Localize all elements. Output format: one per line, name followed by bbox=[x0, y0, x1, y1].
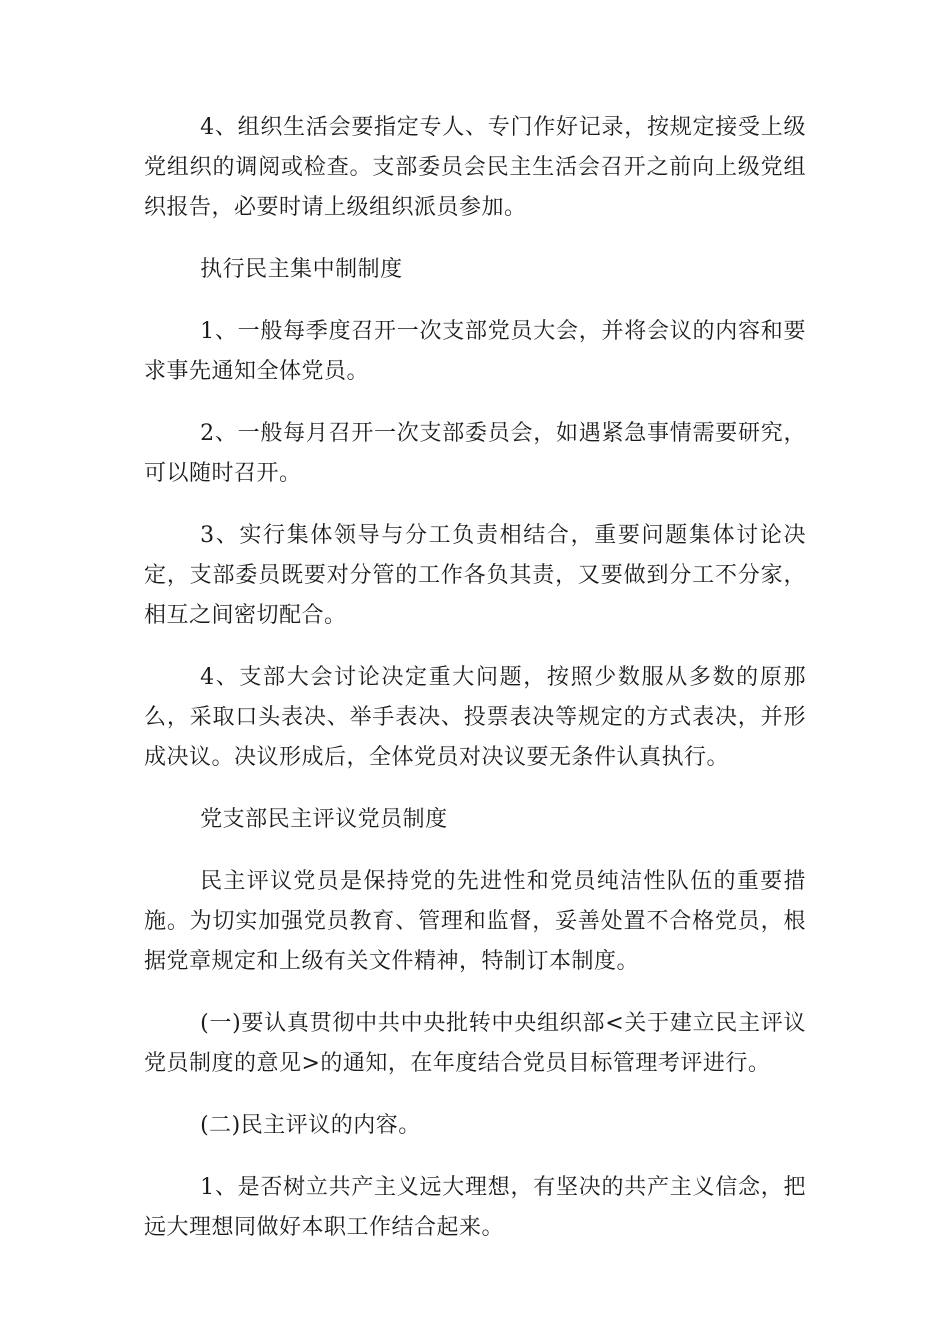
section-heading-member-evaluation: 党支部民主评议党员制度 bbox=[200, 807, 448, 832]
section-heading-democratic-centralism: 执行民主集中制制度 bbox=[200, 257, 403, 282]
paragraph-record-keeping: 4、组织生活会要指定专人、专门作好记录，按规定接受上级党组织的调阅或检查。支部委员会民主生活会召开之前向上级党组织报告，必要时请上级组织派员参加。 bbox=[144, 115, 806, 220]
paragraph-collective-leadership: 3、实行集体领导与分工负责相结合，重要问题集体讨论决定，支部委员既要对分管的工作各负其责，又要做到分工不分家，相互之间密切配合。 bbox=[144, 523, 806, 628]
paragraph-majority-rule: 4、支部大会讨论决定重大问题，按照少数服从多数的原那么，采取口头表决、举手表决、投票表决等规定的方式表决，并形成决议。决议形成后，全体党员对决议要无条件认真执行。 bbox=[144, 665, 806, 770]
paragraph-quarterly-meeting: 1、一般每季度召开一次支部党员大会，并将会议的内容和要求事先通知全体党员。 bbox=[144, 319, 806, 384]
document-body bbox=[144, 108, 806, 1270]
paragraph-evaluation-purpose: 民主评议党员是保持党的先进性和党员纯洁性队伍的重要措施。为切实加强党员教育、管理和监督，妥善处置不合格党员，根据党章规定和上级有关文件精神，特制订本制度。 bbox=[144, 869, 806, 974]
paragraph-ideals: 1、是否树立共产主义远大理想，有坚决的共产主义信念，把远大理想同做好本职工作结合起来。 bbox=[144, 1175, 806, 1240]
paragraph-evaluation-item-1: (一)要认真贯彻中共中央批转中央组织部<关于建立民主评议党员制度的意见>的通知，在年度结合党员目标管理考评进行。 bbox=[144, 1011, 806, 1076]
paragraph-monthly-committee: 2、一般每月召开一次支部委员会，如遇紧急事情需要研究，可以随时召开。 bbox=[144, 421, 806, 486]
subheading-evaluation-content: (二)民主评议的内容。 bbox=[200, 1113, 421, 1138]
